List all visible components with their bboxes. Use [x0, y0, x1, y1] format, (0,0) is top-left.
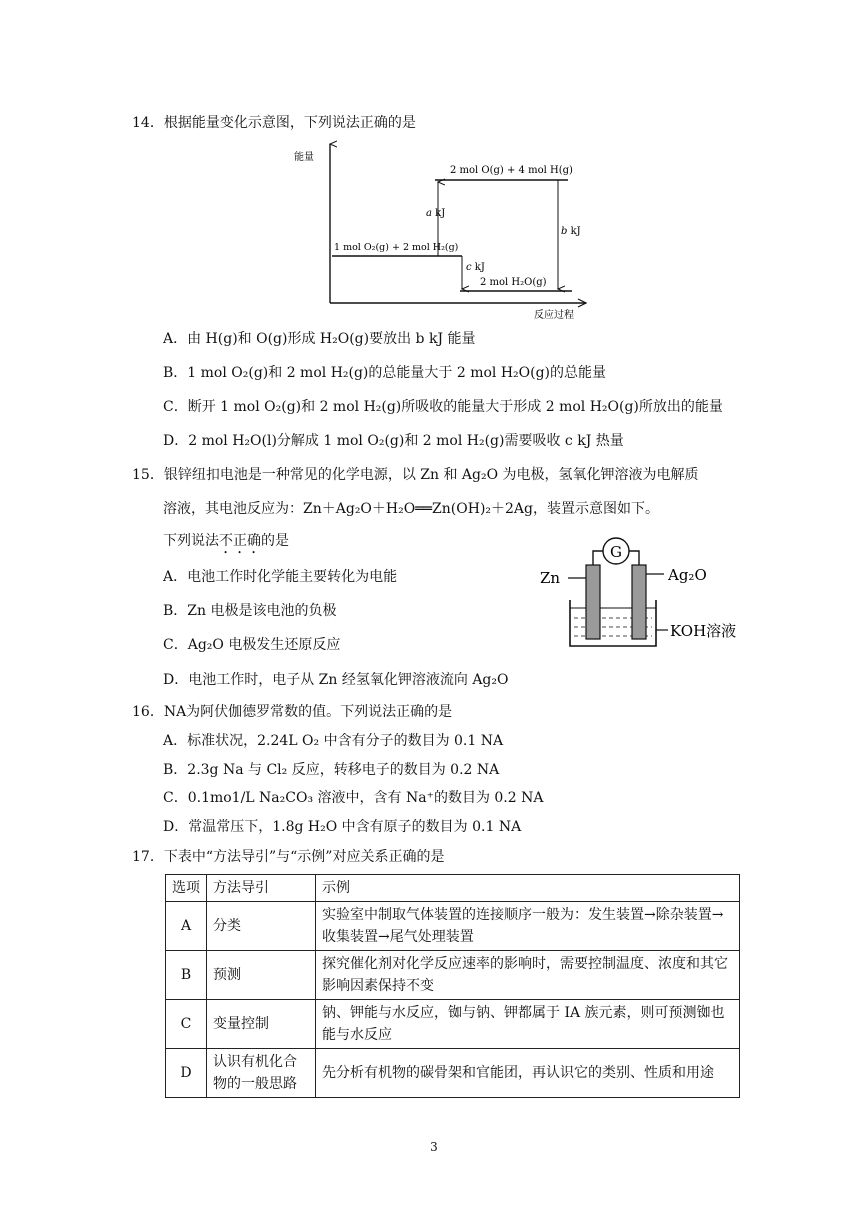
q16-option-b: B．2.3g Na 与 Cl₂ 反应，转移电子的数目为 0.2 NA	[163, 762, 500, 778]
table-row: B 预测 探究催化剂对化学反应速率的影响时，需要控制温度、浓度和其它影响因素保持不变	[166, 951, 740, 1000]
q16-option-a: A．标准状况，2.24L O₂ 中含有分子的数目为 0.1 NA	[163, 733, 504, 749]
q15-option-b: B．Zn 电极是该电池的负极	[163, 603, 337, 619]
header-example: 示例	[316, 875, 740, 902]
battery-diagram	[530, 530, 760, 655]
ag2o-electrode	[632, 565, 646, 639]
table-row: D 认识有机化合物的一般思路 先分析有机物的碳骨架和官能团，再认识它的类别、性质和用途	[166, 1049, 740, 1098]
svg-text:Zn: Zn	[540, 569, 561, 587]
q15-stem-line1: 15．银锌纽扣电池是一种常见的化学电源，以 Zn 和 Ag₂O 为电极，氢氧化钾溶液为电解质	[132, 467, 699, 483]
q16-option-c: C．0.1mo1/L Na₂CO₃ 溶液中，含有 Na⁺的数目为 0.2 NA	[163, 790, 544, 806]
table-header-row	[166, 875, 740, 902]
q14-option-d: D．2 mol H₂O(l)分解成 1 mol O₂(g)和 2 mol H₂(g)需要吸收 c kJ 热量	[163, 433, 624, 449]
svg-text:a kJ: a kJ	[426, 208, 446, 219]
zn-electrode	[586, 565, 600, 639]
y-axis-label: 能量	[294, 152, 314, 163]
x-axis-label: 反应过程	[534, 310, 574, 321]
svg-text:G: G	[610, 543, 622, 561]
page-number: 3	[430, 1140, 438, 1154]
energy-diagram	[290, 138, 600, 323]
svg-text:c kJ: c kJ	[466, 262, 485, 273]
q14-option-a: A．由 H(g)和 O(g)形成 H₂O(g)要放出 b kJ 能量	[163, 331, 476, 347]
q15-stem-line2: 溶液，其电池反应为：Zn＋Ag₂O＋H₂O══Zn(OH)₂＋2Ag，装置示意图如下。	[163, 501, 660, 517]
q15-option-d: D．电池工作时，电子从 Zn 经氢氧化钾溶液流向 Ag₂O	[163, 672, 509, 688]
mid-level-label: 1 mol O₂(g) + 2 mol H₂(g)	[334, 242, 459, 253]
emphasis-not-correct: 不正确	[219, 533, 261, 549]
q14-stem: 14．根据能量变化示意图，下列说法正确的是	[132, 115, 416, 131]
q14-option-b: B．1 mol O₂(g)和 2 mol H₂(g)的总能量大于 2 mol H₂O(g)的总能量	[163, 365, 607, 381]
q15-option-c: C．Ag₂O 电极发生还原反应	[163, 637, 341, 653]
q16-stem: 16．NA为阿伏伽德罗常数的值。下列说法正确的是	[132, 704, 453, 720]
header-option: 选项	[166, 875, 207, 902]
q15-stem-line3: 下列说法不正确的是	[163, 533, 289, 549]
q17-stem: 17．下表中“方法导引”与“示例”对应关系正确的是	[132, 849, 445, 865]
svg-text:b kJ: b kJ	[561, 226, 581, 237]
q16-option-d: D．常温常压下，1.8g H₂O 中含有原子的数目为 0.1 NA	[163, 819, 522, 835]
table-row: C 变量控制 钠、钾能与水反应，铷与钠、钾都属于 IA 族元素，则可预测铷也能与水反应	[166, 1000, 740, 1049]
q14-option-c: C．断开 1 mol O₂(g)和 2 mol H₂(g)所吸收的能量大于形成 2 mol H₂O(g)所放出的能量	[163, 399, 723, 415]
method-example-table	[165, 874, 740, 1098]
svg-text:Ag₂O: Ag₂O	[668, 566, 707, 584]
svg-text:KOH溶液: KOH溶液	[670, 622, 737, 640]
top-level-label: 2 mol O(g) + 4 mol H(g)	[450, 165, 573, 176]
table-row: A 分类 实验室中制取气体装置的连接顺序一般为：发生装置→除杂装置→收集装置→尾气处理装置	[166, 902, 740, 951]
q15-option-a: A．电池工作时化学能主要转化为电能	[163, 569, 398, 585]
header-method: 方法导引	[207, 875, 316, 902]
bottom-level-label: 2 mol H₂O(g)	[480, 277, 547, 288]
